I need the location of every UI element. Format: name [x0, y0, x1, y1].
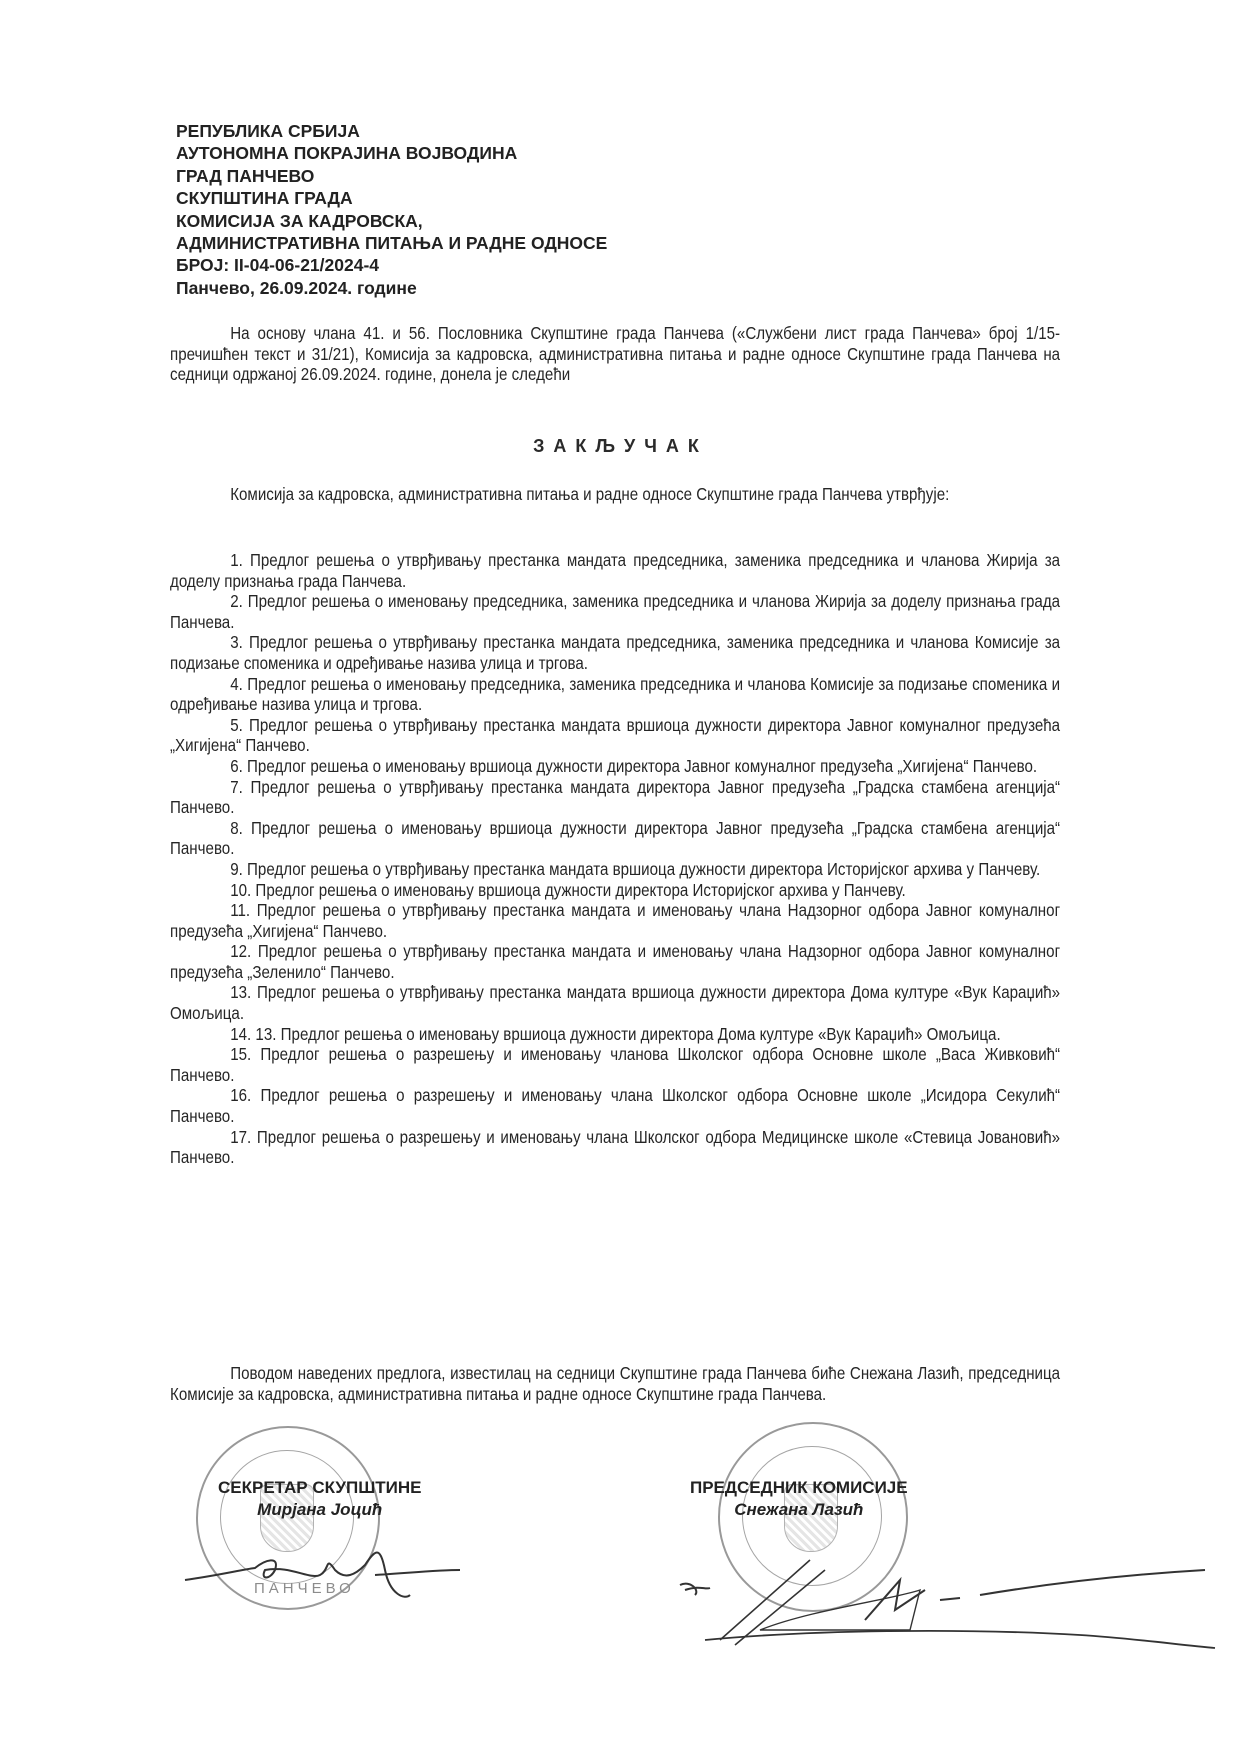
list-item: 5. Предлог решења о утврђивању престанка мандата вршиоца дужности директора Јавног комуналног предузећа „Хигијена“ Панчево.: [170, 714, 1061, 756]
header-date: Панчево, 26.09.2024. године: [176, 277, 417, 298]
list-item: 6. Предлог решења о именовању вршиоца дужности директора Јавног комуналног предузећа „Хигијена“ Панчево.: [230, 755, 1038, 776]
president-title: ПРЕДСЕДНИК КОМИСИЈЕ: [690, 1478, 908, 1497]
document-header: [176, 120, 607, 299]
header-assembly: СКУПШТИНА ГРАДА: [176, 188, 353, 209]
list-item: 12. Предлог решења о утврђивању престанка мандата и именовању члана Надзорног одбора Јавног комуналног предузећа „Зеленило“ Панчево.: [170, 941, 1061, 982]
header-commission-1: КОМИСИЈА ЗА КАДРОВСКА,: [176, 210, 423, 231]
stamp-city-text: ПАНЧЕВО: [254, 1580, 355, 1597]
list-item: 9. Предлог решења о утврђивању престанка мандата вршиоца дужности директора Историјског архива у Панчеву.: [230, 858, 1041, 879]
list-item: 11. Предлог решења о утврђивању престанка мандата и именовању члана Надзорног одбора Јавног комуналног предузећа „Хигијена“ Панчево.: [170, 900, 1061, 941]
list-item: 8. Предлог решења о именовању вршиоца дужности директора Јавног предузећа „Градска стамбена агенција“ Панчево.: [170, 817, 1061, 859]
closing-paragraph-block: [170, 1363, 1060, 1404]
signature-block-secretary: [218, 1478, 422, 1520]
handwritten-signature-right: [660, 1530, 1220, 1660]
header-country: РЕПУБЛИКА СРБИЈА: [176, 121, 360, 141]
document-title: ЗАКЉУЧАК: [533, 436, 708, 456]
list-item: 4. Предлог решења о именовању председника, заменика председника и чланова Комисије за подизање споменика и одређивање назива улица и тргова.: [170, 673, 1061, 715]
closing-paragraph: Поводом наведених предлога, известилац на седници Скупштине града Панчева биће Снежана Лазић, председница Комисије за кадровска, административна питања и радне односе Скупштине града Панчева.: [170, 1363, 1061, 1404]
intro-paragraph-block: [170, 323, 1060, 385]
list-item: 3. Предлог решења о утврђивању престанка мандата председника, заменика председника и чланова Комисије за подизање споменика и одређивање назива улица и тргова.: [170, 632, 1061, 673]
signature-block-president: [690, 1478, 908, 1520]
list-item: 2. Предлог решења о именовању председника, заменика председника и чланова Жирија за доделу признања града Панчева.: [170, 591, 1061, 632]
list-item: 7. Предлог решења о утврђивању престанка мандата директора Јавног предузећа „Градска стамбена агенција“ Панчево.: [170, 776, 1061, 818]
list-item: 10. Предлог решења о именовању вршиоца дужности директора Историјског архива у Панчеву.: [230, 879, 906, 900]
president-name: Снежана Лазић: [734, 1500, 864, 1519]
secretary-title: СЕКРЕТАР СКУПШТИНЕ: [218, 1478, 422, 1497]
secretary-name: Мирјана Јоцић: [257, 1500, 383, 1519]
list-item: 14. 13. Предлог решења о именовању вршиоца дужности директора Дома културе «Вук Караџић» Омољица.: [230, 1023, 1001, 1044]
lead-paragraph-block: [170, 484, 1060, 505]
header-province: АУТОНОМНА ПОКРАЈИНА ВОЈВОДИНА: [176, 143, 518, 164]
list-item: 1. Предлог решења о утврђивању престанка мандата председника, заменика председника и чланова Жирија за доделу признања града Панчева.: [170, 550, 1061, 591]
header-city: ГРАД ПАНЧЕВО: [176, 165, 315, 186]
proposals-list: [170, 550, 1060, 1168]
intro-paragraph: На основу члана 41. и 56. Пословника Скупштине града Панчева («Службени лист града Панчева» број 1/15-пречишћен текст и 31/21), Комисија за кадровска, административна питања и радне односе Скупштине града Панчева на седници одржаној 26.09.2024. године, донела је следећи: [170, 323, 1061, 385]
list-item: 16. Предлог решења о разрешењу и именовању члана Школског одбора Основне школе „Исидора Секулић“ Панчево.: [170, 1085, 1061, 1127]
list-item: 15. Предлог решења о разрешењу и именовању чланова Школског одбора Основне школе „Васа Живковић“ Панчево.: [170, 1044, 1061, 1085]
list-item: 13. Предлог решења о утврђивању престанка мандата вршиоца дужности директора Дома културе «Вук Караџић» Омољица.: [170, 982, 1061, 1024]
list-item: 17. Предлог решења о разрешењу и именовању члана Школског одбора Медицинске школе «Стевица Јовановић» Панчево.: [170, 1126, 1061, 1168]
handwritten-signature-left: [180, 1540, 480, 1620]
header-reference-number: БРОЈ: II-04-06-21/2024-4: [176, 255, 380, 276]
lead-paragraph: Комисија за кадровска, административна питања и радне односе Скупштине града Панчева утврђује:: [230, 484, 950, 504]
header-commission-2: АДМИНИСТРАТИВНА ПИТАЊА И РАДНЕ ОДНОСЕ: [176, 233, 608, 254]
